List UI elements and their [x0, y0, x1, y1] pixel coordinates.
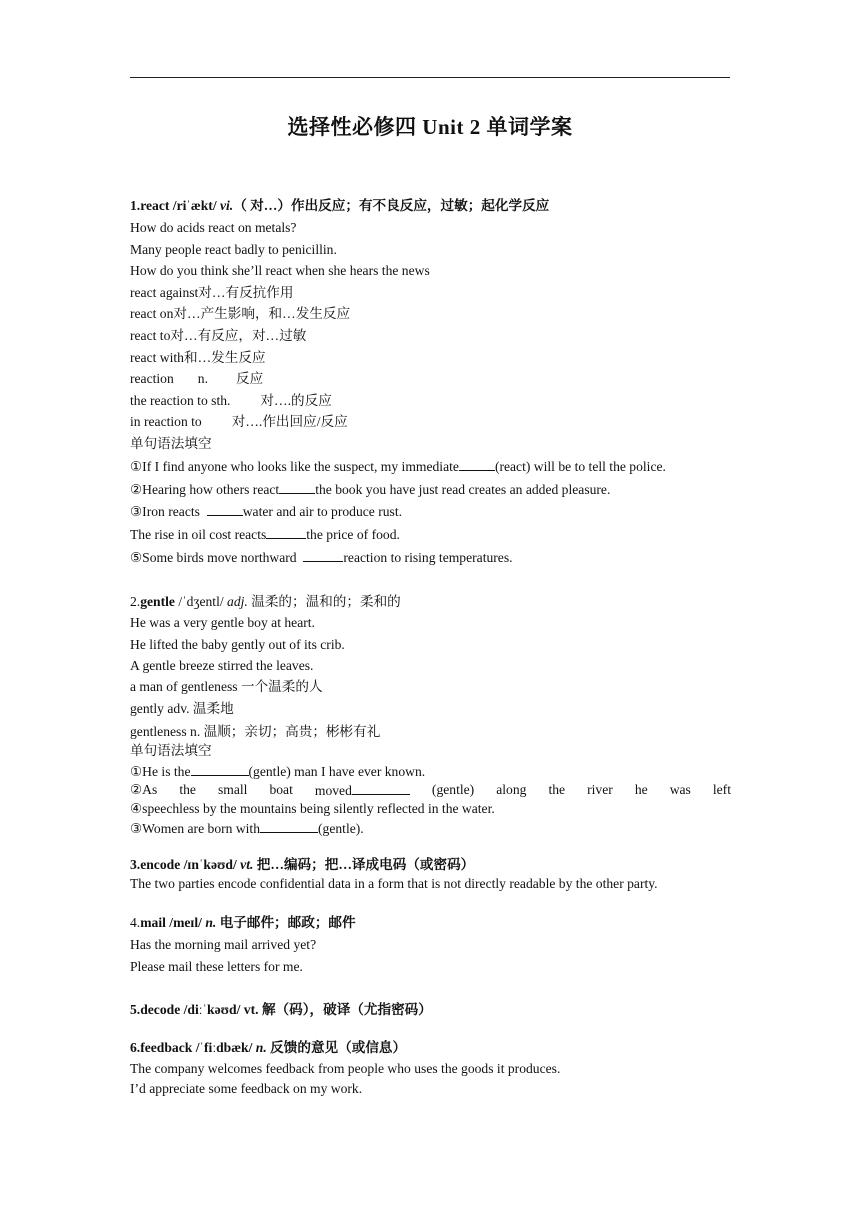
entry-ipa: /meɪl/	[169, 915, 202, 930]
entry-word: encode	[140, 857, 181, 872]
entry-encode-heading: 3.encode /ɪnˈkəʊd/ vt. 把…编码；把…译成电码（或密码）	[130, 857, 475, 872]
example-sentence: The two parties encode confidential data in a form that is not directly readable by the other party.	[130, 876, 658, 891]
entry-word: gentle	[140, 594, 175, 609]
example-sentence: Please mail these letters for me.	[130, 959, 303, 974]
answer-blank[interactable]	[303, 548, 343, 562]
exercise-item: ③Iron reacts water and air to produce rust.	[130, 504, 403, 519]
exercise-heading: 单句语法填空	[130, 743, 212, 758]
entry-pos: n.	[205, 915, 217, 930]
derivative-line: reaction n. 反应	[130, 371, 264, 386]
exercise-item: ③Women are born with (gentle).	[130, 821, 364, 836]
entry-ipa: /riˈækt/	[172, 198, 217, 213]
example-sentence: Has the morning mail arrived yet?	[130, 937, 317, 952]
entry-feedback-heading: 6.feedback /ˈfiːdbæk/ n. 反馈的意见（或信息）	[130, 1040, 407, 1055]
entry-decode-heading: 5.decode /diːˈkəʊd/ vt. 解（码），破译（尤指密码）	[130, 1002, 432, 1017]
phrase-line: a man of gentleness 一个温柔的人	[130, 679, 323, 694]
answer-blank[interactable]	[279, 480, 315, 494]
entry-ipa: /ˈfiːdbæk/	[195, 1040, 253, 1055]
phrase-line: react against对…有反抗作用	[130, 285, 294, 300]
entry-meaning: 反馈的意见（或信息）	[270, 1040, 407, 1055]
exercise-item: ②Hearing how others react the book you have just read creates an added pleasure.	[130, 482, 611, 497]
entry-meaning: （ 对…）作出反应；有不良反应，过敏；起化学反应	[233, 198, 550, 213]
phrase-line: react to对…有反应，对…过敏	[130, 328, 307, 343]
entry-word: decode	[140, 1002, 181, 1017]
entry-number: 1.	[130, 198, 141, 213]
answer-blank[interactable]	[207, 502, 243, 516]
entry-pos: vt.	[243, 1002, 259, 1017]
derivative-line: gentleness n. 温顺；亲切；高贵；彬彬有礼	[130, 724, 381, 739]
entry-gentle-heading	[130, 593, 401, 611]
answer-blank[interactable]	[191, 762, 249, 776]
entry-pos: vi.	[220, 198, 234, 213]
entry-ipa: /ɪnˈkəʊd/	[183, 857, 237, 872]
entry-pos: vt.	[240, 857, 254, 872]
example-sentence: How do you think she’ll react when she hears the news	[130, 263, 430, 278]
phrase-line: react with和…发生反应	[130, 350, 266, 365]
entry-meaning: 解（码），破译（尤指密码）	[261, 1002, 432, 1017]
answer-blank[interactable]	[352, 781, 410, 795]
entry-mail-heading: 4.mail /meɪl/ n. 电子邮件；邮政；邮件	[130, 915, 356, 930]
example-sentence: I’d appreciate some feedback on my work.	[130, 1081, 363, 1096]
example-sentence: He was a very gentle boy at heart.	[130, 615, 315, 630]
entry-word: feedback	[140, 1040, 193, 1055]
phrase-line: in reaction to 对….作出回应/反应	[130, 414, 348, 429]
example-sentence: Many people react badly to penicillin.	[130, 242, 337, 257]
answer-blank[interactable]	[266, 525, 306, 539]
header-rule	[130, 77, 730, 78]
entry-word: mail	[140, 915, 166, 930]
exercise-item: ⑤Some birds move northward reaction to rising temperatures.	[130, 550, 513, 565]
exercise-heading: 单句语法填空	[130, 436, 212, 451]
example-sentence: He lifted the baby gently out of its crib.	[130, 637, 345, 652]
phrase-line: the reaction to sth. 对….的反应	[130, 393, 332, 408]
example-sentence: The company welcomes feedback from people who uses the goods it produces.	[130, 1061, 561, 1076]
entry-number: 2.	[130, 594, 141, 609]
entry-pos: adj.	[227, 594, 248, 609]
exercise-item: The rise in oil cost reacts the price of food.	[130, 527, 400, 542]
entry-react-heading	[130, 197, 549, 215]
entry-pos: n.	[255, 1040, 267, 1055]
entry-meaning: 电子邮件；邮政；邮件	[219, 915, 356, 930]
page-title: 选择性必修四 Unit 2 单词学案	[287, 115, 573, 139]
example-sentence: How do acids react on metals?	[130, 220, 297, 235]
answer-blank[interactable]	[260, 819, 318, 833]
entry-ipa: /diːˈkəʊd/	[183, 1002, 241, 1017]
phrase-line: react on对…产生影响，和…发生反应	[130, 306, 351, 321]
answer-blank[interactable]	[459, 457, 495, 471]
derivative-line: gently adv. 温柔地	[130, 701, 234, 716]
exercise-item: ①If I find anyone who looks like the suspect, my immediate (react) will be to tell the police.	[130, 459, 666, 474]
exercise-item: ④speechless by the mountains being silently reflected in the water.	[130, 801, 495, 816]
exercise-item: ①He is the (gentle) man I have ever known.	[130, 764, 426, 779]
entry-meaning: 把…编码；把…译成电码（或密码）	[256, 857, 475, 872]
exercise-item-justified: ②As the small boat moved (gentle) along the river he was left	[130, 782, 731, 798]
entry-meaning: 温柔的；温和的；柔和的	[251, 594, 401, 609]
entry-word: react	[140, 198, 170, 213]
example-sentence: A gentle breeze stirred the leaves.	[130, 658, 314, 673]
entry-ipa: /ˈdʒentl/	[178, 594, 224, 609]
